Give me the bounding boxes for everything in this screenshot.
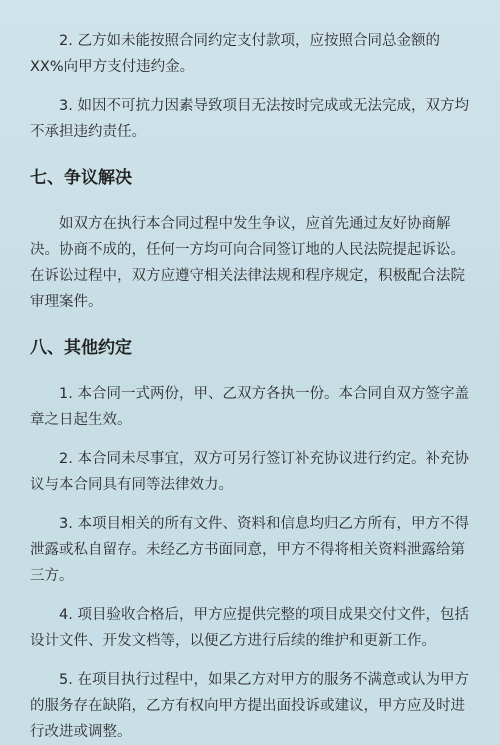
clause-7-3: 3. 如因不可抗力因素导致项目无法按时完成或无法完成，双方均不承担违约责任。 (30, 98, 469, 140)
other-clause-4: 4. 项目验收合格后，甲方应提供完整的项目成果交付文件，包括设计文件、开发文档等，以便乙方进行后续的维护和更新工作。 (30, 607, 469, 649)
section-heading-other: 八、其他约定 (30, 338, 132, 358)
dispute-paragraph: 如双方在执行本合同过程中发生争议，应首先通过友好协商解决。协商不成的，任何一方均可向合同签订地的人民法院提起诉讼。在诉讼过程中，双方应遵守相关法律法规和程序规定，积极配合法院审理案件。 (30, 216, 465, 310)
clause-7-2: 2. 乙方如未能按照合同约定支付款项，应按照合同总金额的 XX%向甲方支付违约金。 (30, 33, 440, 75)
other-clause-3: 3. 本项目相关的所有文件、资料和信息均归乙方所有，甲方不得泄露或私自留存。未经乙方书面同意，甲方不得将相关资料泄露给第三方。 (30, 516, 469, 584)
section-heading-dispute: 七、争议解决 (30, 168, 132, 188)
other-clause-1: 1. 本合同一式两份，甲、乙双方各执一份。本合同自双方签字盖章之日起生效。 (30, 386, 469, 428)
other-clause-2: 2. 本合同未尽事宜，双方可另行签订补充协议进行约定。补充协议与本合同具有同等法律效力。 (30, 451, 469, 493)
other-clause-5: 5. 在项目执行过程中，如果乙方对甲方的服务不满意或认为甲方的服务存在缺陷，乙方有权向甲方提出面投诉或建议，甲方应及时进行改进或调整。 (30, 672, 469, 740)
